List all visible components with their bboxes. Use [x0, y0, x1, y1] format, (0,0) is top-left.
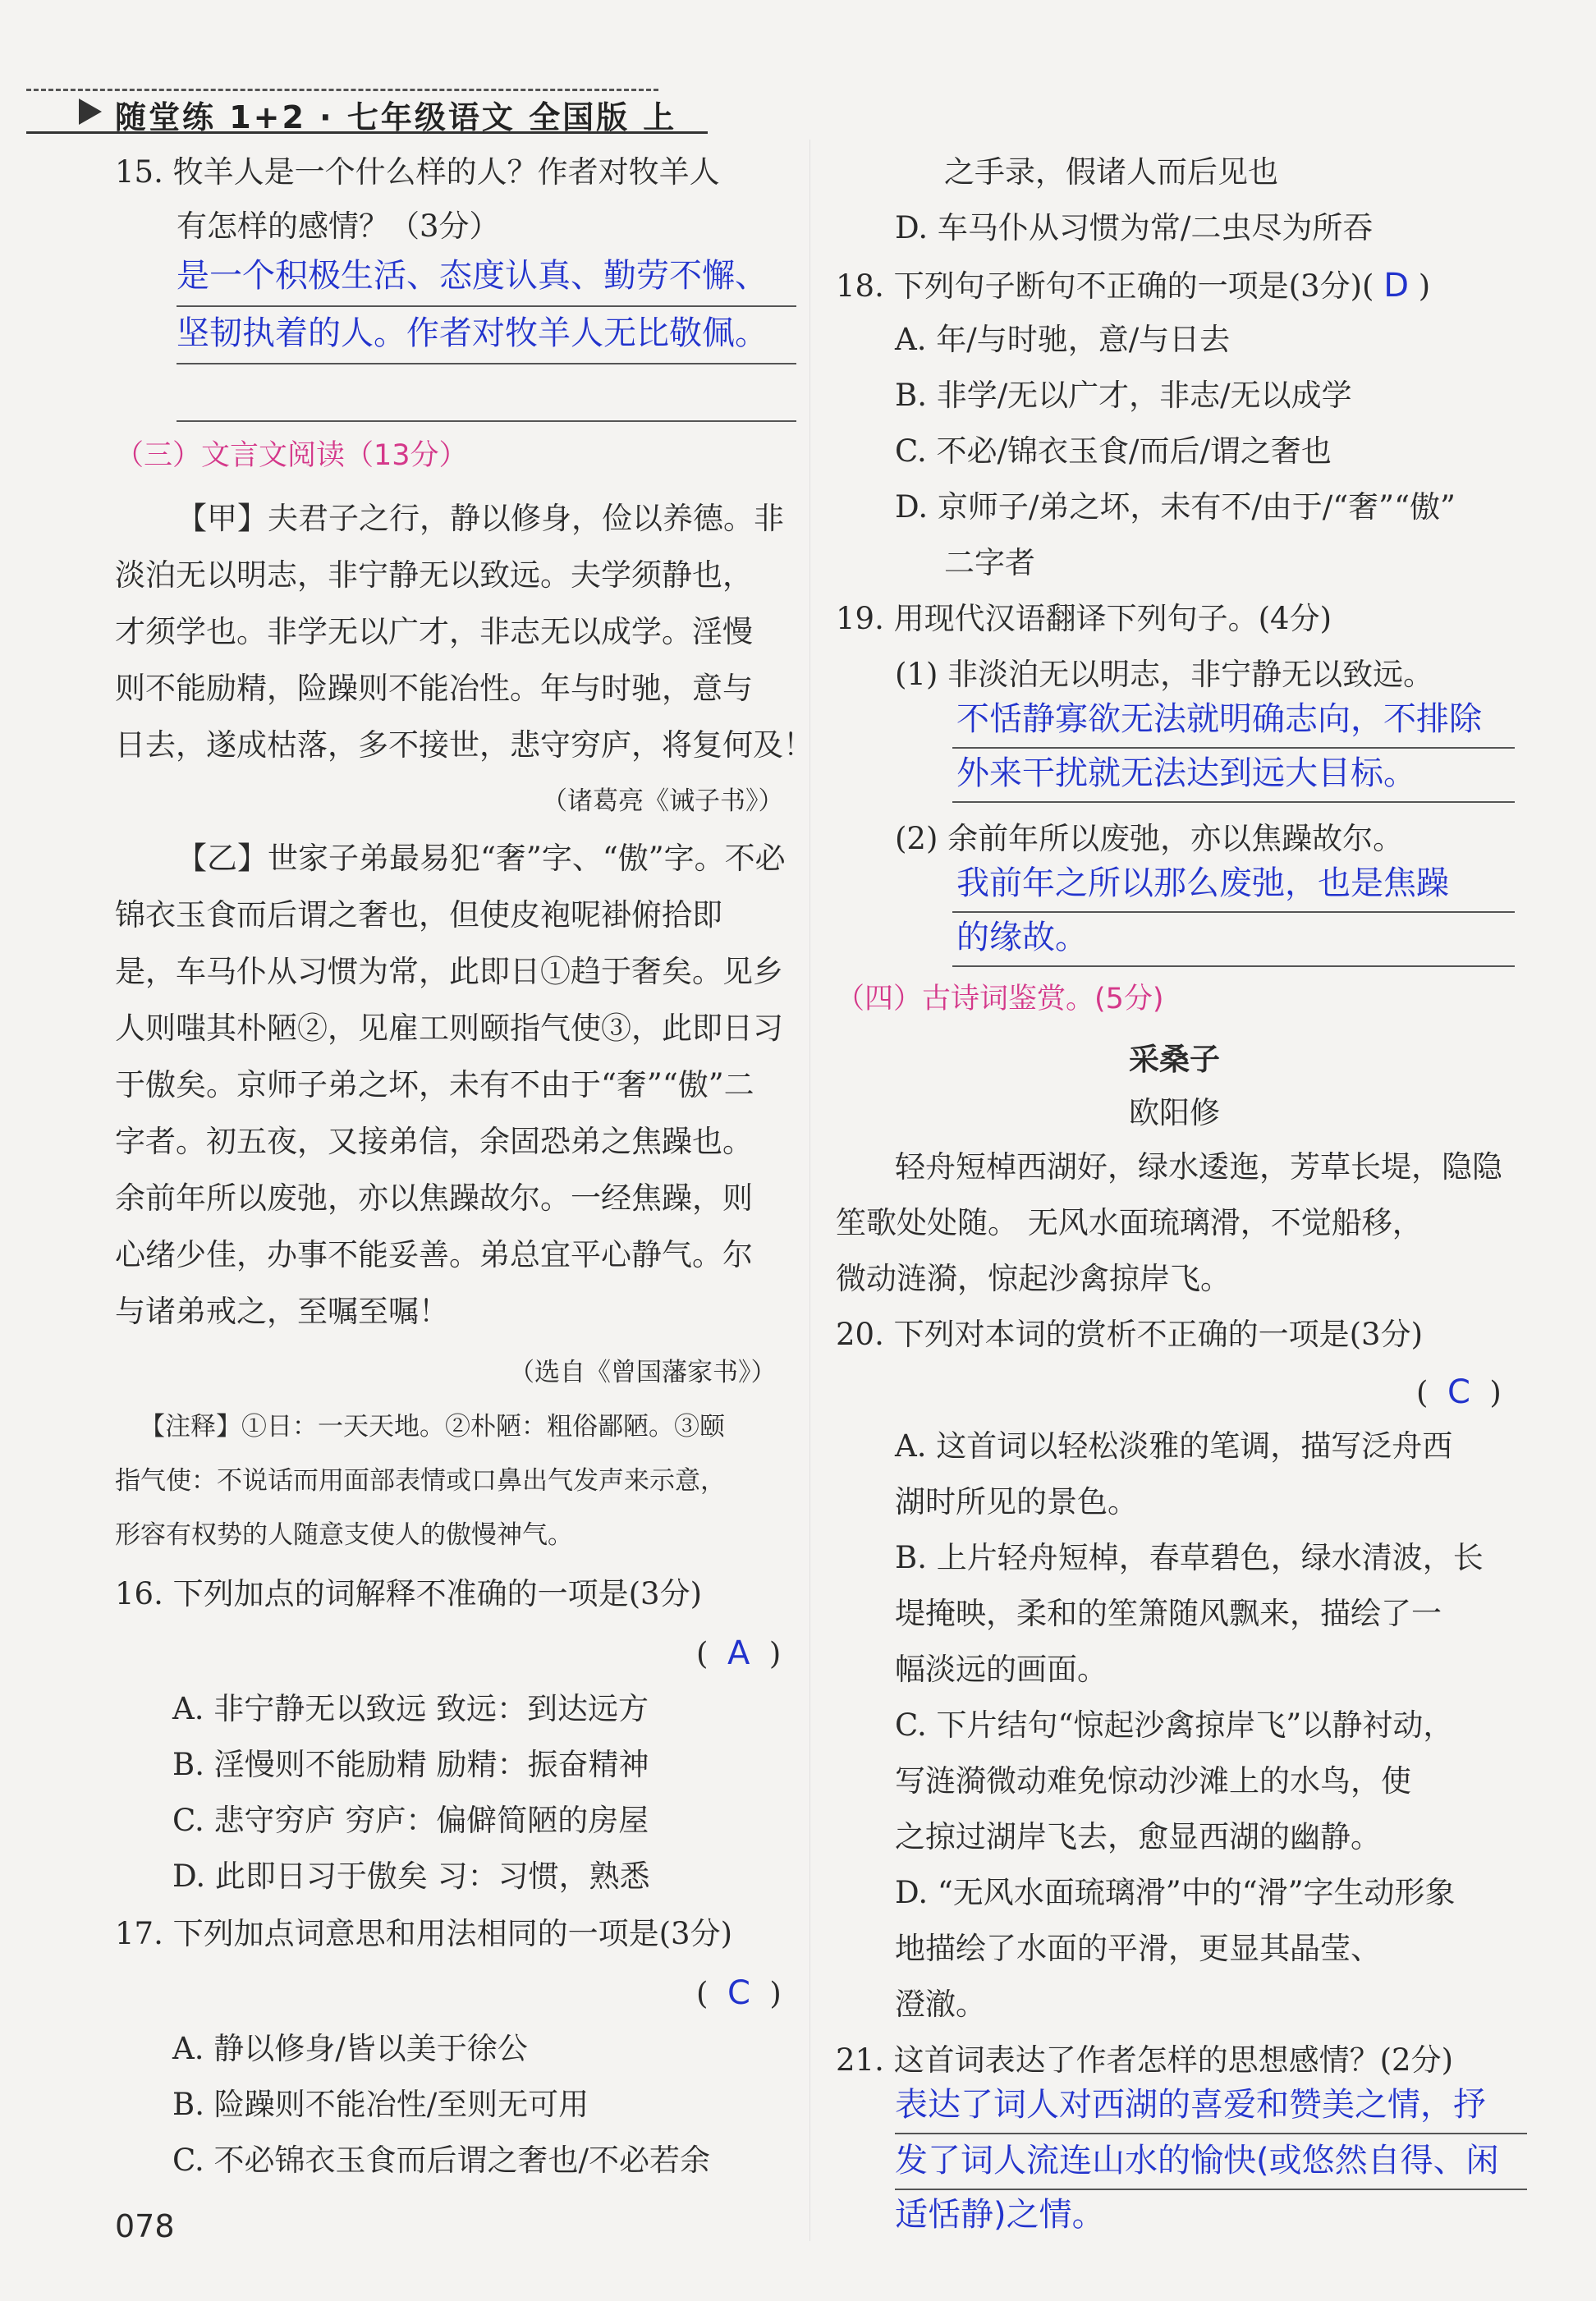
poem-line-3: 微动涟漪，惊起沙禽掠岸飞。 [836, 1261, 1231, 1296]
q20-option-a-1: A. 这首词以轻松淡雅的笔调，描写泛舟西 [895, 1428, 1453, 1464]
yi-line-4: 人则嗤其朴陋②，见雇工则颐指气使③，此即日习 [115, 1011, 783, 1046]
q19-part1: (1) 非淡泊无以明志，非宁静无以致远。 [895, 657, 1434, 692]
q18-prompt: 18. 下列句子断句不正确的一项是(3分)( [836, 268, 1374, 304]
answer-line [895, 2189, 1527, 2190]
q20-answer: C [1447, 1373, 1470, 1411]
q17-option-b: B. 险躁则不能冶性/至则无可用 [172, 2087, 589, 2122]
q16-option-a: A. 非宁静无以致远 致远：到达远方 [172, 1691, 649, 1726]
jia-line-4: 则不能励精，险躁则不能冶性。年与时驰，意与 [115, 671, 753, 706]
header-arrow-icon [79, 99, 102, 125]
poem-line-2: 笙歌处处随。 无风水面琉璃滑，不觉船移， [836, 1205, 1423, 1240]
q16-option-d: D. 此即日习于傲矣 习：习惯，熟悉 [172, 1859, 650, 1894]
q18-option-b: B. 非学/无以广才，非志/无以成学 [895, 378, 1352, 413]
section-4-heading: （四）古诗词鉴赏。(5分) [836, 983, 1164, 1015]
q17-answer-box: ( C ) [696, 1974, 782, 2012]
q20-option-d-2: 地描绘了水面的平滑，更显其晶莹、 [895, 1931, 1381, 1966]
q19-part2-answer-2: 的缘故。 [956, 919, 1088, 956]
q15-text-1: 15. 牧羊人是一个什么样的人？作者对牧羊人 [115, 154, 720, 190]
q16-option-b: B. 淫慢则不能励精 励精：振奋精神 [172, 1747, 649, 1782]
yi-line-6: 字者。初五夜，又接弟信，余固恐弟之焦躁也。 [115, 1124, 753, 1159]
header-title: 随堂练 1+2 · 七年级语文 全国版 上 [115, 99, 677, 135]
yi-line-1: 【乙】世家子弟最易犯“奢”字、“傲”字。不必 [177, 841, 786, 876]
q20-option-a-2: 湖时所见的景色。 [895, 1484, 1138, 1519]
q18-answer: D [1383, 267, 1410, 305]
q20-option-d-1: D. “无风水面琉璃滑”中的“滑”字生动形象 [895, 1875, 1456, 1910]
q17-option-d: D. 车马仆从习惯为常/二虫尽为所吞 [895, 210, 1374, 245]
answer-line [895, 2133, 1527, 2134]
yi-line-8: 心绪少佳，办事不能妥善。弟总宜平心静气。尔 [115, 1237, 753, 1272]
column-divider [809, 140, 810, 2241]
q20-option-b-2: 堤掩映，柔和的笙箫随风飘来，描绘了一 [895, 1596, 1442, 1631]
yi-line-7: 余前年所以废弛，亦以焦躁故尔。一经焦躁，则 [115, 1180, 753, 1216]
q20-text: 20. 下列对本词的赏析不正确的一项是(3分) [836, 1317, 1424, 1352]
notes-line-2: 指气使：不说话而用面部表情或口鼻出气发声来示意， [115, 1466, 726, 1496]
q18-option-a: A. 年/与时驰，意/与日去 [895, 322, 1231, 357]
answer-line [952, 911, 1515, 913]
q21-answer-2: 发了词人流连山水的愉快(或悠然自得、闲 [895, 2142, 1499, 2180]
q16-answer-box: ( A ) [696, 1634, 782, 1672]
yi-line-9: 与诸弟戒之，至嘱至嘱！ [115, 1294, 449, 1329]
header-dashed-rule [26, 89, 658, 91]
jia-line-5: 日去，遂成枯落，多不接世，悲守穷庐，将复何及！ [115, 727, 814, 763]
q17-option-c-cont: 之手录，假诸人而后见也 [944, 154, 1278, 190]
yi-line-3: 是，车马仆从习惯为常，此即日①趋于奢矣。见乡 [115, 954, 783, 989]
q19-part2-answer-1: 我前年之所以那么废弛，也是焦躁 [956, 864, 1449, 902]
poem-author: 欧阳修 [1129, 1095, 1220, 1130]
q17-answer: C [727, 1974, 750, 2012]
answer-line [177, 420, 796, 422]
answer-line [177, 305, 796, 307]
q15-answer-2: 坚韧执着的人。作者对牧羊人无比敬佩。 [177, 314, 768, 352]
q15-text-2: 有怎样的感情？（3分） [177, 209, 500, 244]
q21-answer-3: 适恬静)之情。 [895, 2196, 1105, 2234]
q19-part2: (2) 余前年所以废弛，亦以焦躁故尔。 [895, 821, 1404, 856]
notes-line-1: 【注释】①日：一天天地。②朴陋：粗俗鄙陋。③颐 [140, 1412, 725, 1442]
q20-option-b-1: B. 上片轻舟短棹，春草碧色，绿水清波，长 [895, 1540, 1484, 1575]
jia-line-3: 才须学也。非学无以广才，非志无以成学。淫慢 [115, 614, 753, 649]
answer-line [952, 747, 1515, 749]
q16-text: 16. 下列加点的词解释不准确的一项是(3分) [115, 1576, 703, 1611]
answer-line [952, 801, 1515, 803]
q15-answer-1: 是一个积极生活、态度认真、勤劳不懈、 [177, 257, 768, 295]
notes-line-3: 形容有权势的人随意支使人的傲慢神气。 [115, 1520, 573, 1550]
q18-text [836, 266, 1430, 305]
yi-line-5: 于傲矣。京师子弟之坏，未有不由于“奢”“傲”二 [115, 1067, 754, 1102]
q20-option-b-3: 幅淡远的画面。 [895, 1652, 1108, 1687]
section-3-heading: （三）文言文阅读（13分） [115, 439, 468, 472]
jia-line-2: 淡泊无以明志，非宁静无以致远。夫学须静也， [115, 557, 753, 593]
q19-text: 19. 用现代汉语翻译下列句子。(4分) [836, 601, 1332, 636]
q17-option-c: C. 不必锦衣玉食而后谓之奢也/不必若余 [172, 2143, 710, 2178]
q18-option-c: C. 不必/锦衣玉食/而后/谓之奢也 [895, 433, 1332, 469]
q17-text: 17. 下列加点词意思和用法相同的一项是(3分) [115, 1916, 733, 1951]
q21-text: 21. 这首词表达了作者怎样的思想感情？(2分) [836, 2042, 1454, 2078]
jia-line-1: 【甲】夫君子之行，静以修身，俭以养德。非 [177, 501, 784, 536]
q19-part1-answer-2: 外来干扰就无法达到远大目标。 [956, 754, 1416, 792]
q20-option-d-3: 澄澈。 [895, 1987, 986, 2022]
answer-line [177, 363, 796, 364]
q17-option-a: A. 静以修身/皆以美于徐公 [172, 2031, 528, 2066]
q18-option-d: D. 京师子/弟之坏，未有不/由于/“奢”“傲” [895, 489, 1456, 525]
q19-part1-answer-1: 不恬静寡欲无法就明确志向，不排除 [956, 700, 1482, 738]
jia-source: （诸葛亮《诫子书》） [542, 786, 784, 816]
page-number: 078 [115, 2208, 175, 2244]
q18-close: ) [1418, 268, 1431, 304]
q16-option-c: C. 悲守穷庐 穷庐：偏僻简陋的房屋 [172, 1803, 649, 1838]
answer-line [952, 965, 1515, 967]
poem-title: 采桑子 [1129, 1041, 1220, 1077]
q16-answer: A [727, 1634, 750, 1672]
q20-option-c-3: 之掠过湖岸飞去，愈显西湖的幽静。 [895, 1819, 1381, 1854]
q21-answer-1: 表达了词人对西湖的喜爱和赞美之情，抒 [895, 2086, 1486, 2124]
poem-line-1: 轻舟短棹西湖好，绿水逶迤，芳草长堤，隐隐 [895, 1149, 1502, 1185]
header-rule [26, 131, 708, 134]
q20-option-c-2: 写涟漪微动难免惊动沙滩上的水鸟，使 [895, 1763, 1411, 1799]
q20-option-c-1: C. 下片结句“惊起沙禽掠岸飞”以静衬动， [895, 1707, 1454, 1743]
q18-option-d-cont: 二字者 [944, 545, 1035, 580]
q20-answer-box: ( C ) [1416, 1373, 1502, 1411]
yi-line-2: 锦衣玉食而后谓之奢也，但使皮袍呢褂俯拾即 [115, 897, 722, 933]
yi-source: （选自《曾国藩家书》） [509, 1358, 777, 1387]
